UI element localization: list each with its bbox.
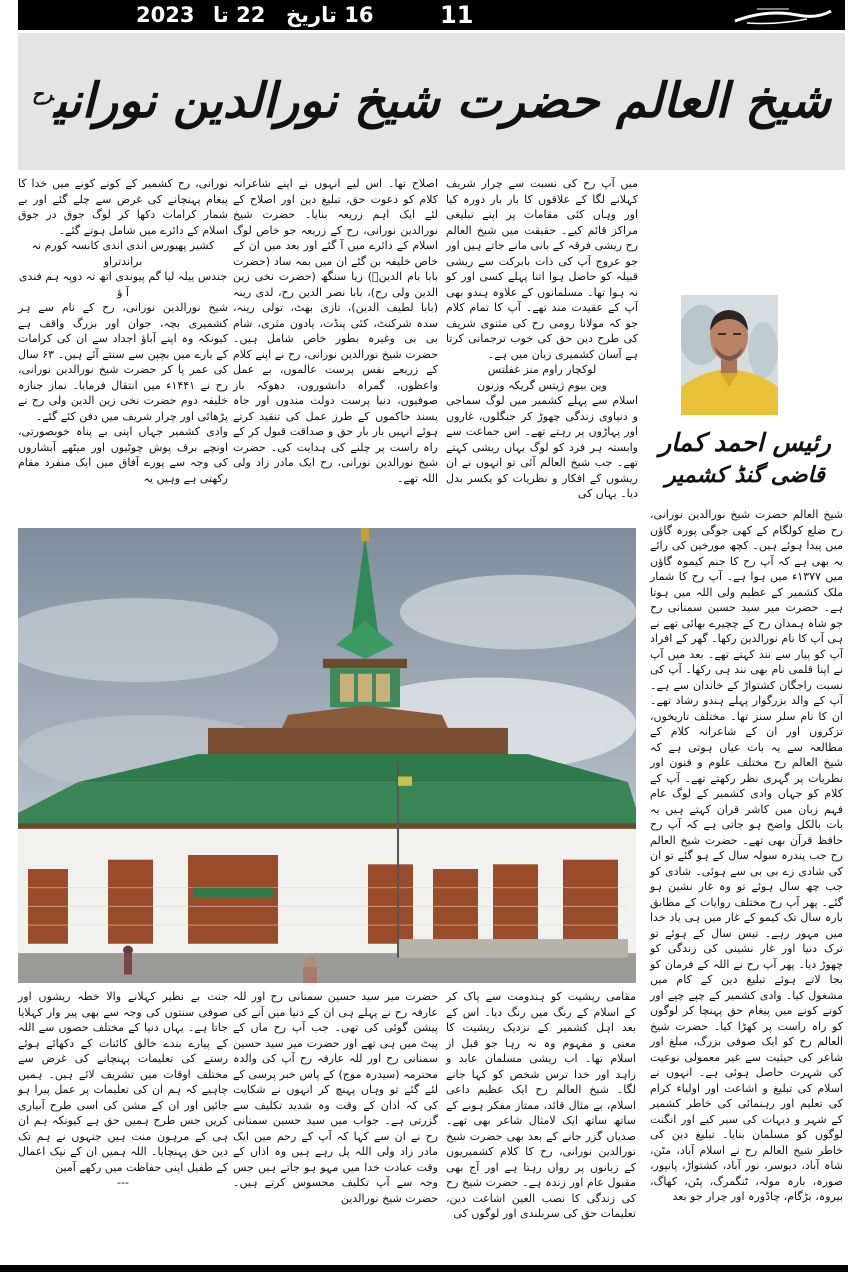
headline-text: شیخ العالم حضرت شیخ نورالدین نورانی [53,72,831,129]
page-number: 11 [440,1,474,29]
poem-line: کشیر پھیورس اندی اندی کانسہ کورم نہ براندتراو [31,239,215,268]
paragraph: شیخ نورالدین نورانی، رح کے نام سے ہر کشمیری بچہ، جوان اور بزرگ واقف ہے کیونکہ وہ اپنے آباؤ اجداد سے ان کی کرامات کے بارے میں بچپن سے سنتے آئے ہیں۔ ۶۳ سال کی عمر پا کر حضرت شیخ نورالدین نورانی، رح نے ۱۴۴۱ء میں انتقال فرمایا۔ نماز جنازہ خلیفہ دوم حضرت نخی زین الدین ولی رح نے پڑھائی اور چرار شریف میں دفن کئے گئے۔ [18,301,228,423]
header-date-from: 16 تاریخ [286,3,374,27]
paragraph: وادی کشمیر جہاں اپنی بے پناہ خوبصورتی، اونچے برف پوش چوٹیوں اور میٹھے آبشاروں کی وجہ سے پورے آفاق میں ایک منفرد مقام رکھتی ہے وہیں یہ [18,425,228,485]
newspaper-logo [727,3,837,27]
column-c-top [18,176,228,486]
column-a-top [446,176,638,502]
column-b-bottom [233,989,438,1206]
article-headline [32,73,831,131]
author-name: رئیس احمد کمار [659,428,831,457]
author-photo [681,295,778,415]
column-b-top [233,176,438,486]
paragraph: شیخ العالم حضرت شیخ نورالدین نورانی، رح ضلع کولگام کے کھی جوگی پورہ گاؤں میں پیدا ہوئے ہیں۔ کچھ مورخین کی رائے یہ بھی ہے کہ آپ رح کا جنم کیموہ گاؤں میں ۱۳۷۷ء میں ہوا ہے۔ آپ رح کا شمار ملک کشمیر کے عظیم ولی اللہ میں ہوتا ہے۔ حضرت میر سید حسین سمنانی رح جو شاہ ہمدان رح کے چچیرے بھائی تھے نے ہی آپ کا نام نورالدین رکھا۔ گھر کے افراد آپ کو پیار سے نند کہتے تھے۔ بعد میں آپ نے اپنا قلمی نام بھی نند ہی رکھا۔ آپ کی نسبت راجگان کشتواڑ کے خاندان سے ہے۔ آپ کے والد بزرگوار پہلے ہندو رشاد تھے۔ ان کا نام سلر سنز تھا۔ مختلف تاریخوں، تزکروں اور ان کے شاعرانہ کلام کے مطالعہ سے یہ بات عیاں ہوتی ہے کہ شیخ العالم رح مختلف علوم و فنون اور نظریات پر گہری نظر رکھتے تھے۔ آپ کے کلام کو جہاں وادی کشمیر کے لوگ عام فہم زبان میں کاشر قران کہتے ہیں یہ بات بالکل واضح ہو جاتی ہے کہ آپ رح حافظ قرآن بھی تھے۔ حضرت شیخ العالم رح جب پندرہ سولہ سال کے ہو گئے تو ان کی شادی زے بی بی سے ہوئی۔ شادی کو جب چھ سال ہوئے تو وہ غار نشین ہو گئے۔ پھر آپ رح مختلف روایات کے مطابق بارہ سال تک کیمو کے غار میں ہی یاد خدا میں مہور رہے۔ تیس سال کے ہوئے تو ترک دنیا اور غار نشینی کی زندگی کو چھوڑ دیا۔ پھر آپ رح نے اللہ کے فرمان کو بجا لاتے ہوئے تبلیغ دین کے کام میں مشغول کیا۔ وادی کشمیر کے چپے چپے اور کونے کونے میں پیغام حق پہنچا کر لوگوں کو راہ راست پر کھڑا کیا۔ حضرت شیخ العالم رح کو ایک صوفی بزرگ، مبلغ اور شاعر کی حیثیت سے غیر معمولی نوعیت کی شہرت حاصل ہوئی ہے۔ انہوں نے اسلام کی تبلیغ و اشاعت اور اولیاء کرام کی تعلیم اور رہنمائی کی خاطر کشمیر کے شہر و دیہات کی سیر کیے اور انگنت لوگوں کو مسلمان بنایا۔ تبلیغ دین کی خاطر شیخ العالم رح نے اسلام آباد، مٹن، شاہ آباد، دیوسر، نور آباد، کشتواڑ، پانپور، صورہ، بارہ مولہ، ٹنگمرگ، پٹن، کھاگ، بیروہ، بڑگام، چاڈورہ اور چرار جو بعد [650,508,844,1203]
poem-line: وین بیوم ژیتس گریکہ وزنون [477,378,607,392]
paragraph: اسلام سے پہلے کشمیر میں لوگ سماجی و دنیاوی زندگی چھوڑ کر جنگلوں، غاروں اور پہاڑوں پر رہتے تھے۔ اس جماعت سے وابستہ ہر فرد کو لوگ یہاں ریشی کہتے تھے۔ جب شیخ العالم آئی تو انہوں نے ان ریشوں کے افکار و نظریات کو یکسر بدل دیا۔ یہاں کی [446,394,638,500]
page-footer-bar [0,1265,848,1272]
paragraph: مقامی ریشیت کو ہندومت سے پاک کر کے اسلام کے رنگ میں رنگ دیا۔ اس کے بعد اہل کشمیر کے نزدیک ریشیت کا معنی و مفہوم وہ نہ رہا جو قبل از اسلام تھا۔ اب ریشی مسلمان عابد و زاہد اور خدا ترس شخص کو کہا جانے لگا۔ شیخ العالم رح ایک عظیم داعی اسلام، بے مثال قائد، ممتاز مفکر ہونے کے ساتھ ساتھ ایک لامثال شاعر بھی تھے۔ صدیاں گزر جانے کے بعد بھی حضرت شیخ نورالدین نورانی، رح کا کلام کشمیریوں کے زبانوں پر رواں رہتا ہے اور آج بھی مقبول عام اور زندہ ہے۔ حضرت شیخ رح کی زندگی کا نصب العین اشاعت دین، تعلیمات حق کی سربلندی اور لوگوں کی [446,990,636,1220]
column-c-bottom [18,989,228,1191]
poem-line: لوکچار راوم منز غفلتس [487,363,597,376]
author-location: قاضی گنڈ کشمیر [665,463,825,488]
column-a-bottom [446,989,636,1222]
paragraph: میں آپ رح کی نسبت سے چرار شریف کہلانے لگا کے علاقوں کا بار بار دورہ کیا اور وہاں کئی مقامات پر اپنے تبلیغی مراکز قائم کیے۔ حقیقت میں شیخ العالم رح ریشی فرقہ کے بانی مانے جاتے ہیں اور جو عروج آپ کی ذات بابرکت سے ریشی قبیلہ کو حاصل ہوا اتنا پہلے کسی اور کو نہ ہوا تھا۔ مسلمانوں کے علاوہ ہندو بھی آپ کے عقیدت مند تھے۔ آپ کا تمام کلام جو کہ مولانا رومی رح کی مثنوی شریف کی طرح دین حق کی خوب ترجمانی کرتا ہے آسان کشمیری زبان میں ہے۔ [446,177,638,361]
header-year: 2023 [136,3,195,27]
article-end-mark: --- [117,1176,129,1189]
paragraph: جنت بے نظیر کہلانے والا خطہ ریشوں اور صوفی سنتوں کی وجہ سے بھی پیر وار کہلایا جاتا ہے۔ یہاں دنیا کے مختلف حصوں سے اللہ کے پیارے بندے خالق کائنات کے دکھائے ہوئے رستے کی تعلیمات پہنچانے کی غرض سے مختلف اوقات میں تشریف لائے ہیں۔ ہمیں چاہیے کہ ہم ان کی تعلیمات پر عمل پیرا ہو جائیں اور ان کے مشن کی اسی طرح آبیاری کریں جس طرح ہمیں حق ہے کیونکہ ہم ان ہی کے مرہون منت ہیں جنہوں نے ہم تک دین حق پہنچایا۔ اللہ ہمیں ان کے نیک اعمال کے طفیل اپنی حفاظت میں رکھے آمین [18,990,228,1174]
page-header-bar [18,0,845,30]
header-date-to: 22 تا [213,3,266,27]
headline-honorific: رح [32,83,54,105]
paragraph: اصلاح تھا۔ اس لیے انہوں نے اپنے شاعرانہ کلام کو دعوت حق، تبلیغ دین اور اصلاح کے لئے ایک اہم زریعہ بنایا۔ حضرت شیخ نورالدین نورانی، رح کے زریعہ جو خاص لوگ اسلام کے دائرے میں آ گئے اور بعد میں ان کے خاص خلیفہ بن گئے ان میں بمہ ساد (حضرت بابا بام الدینؒ) زیا سنگھ (حضرت نخی زین الدین ولی رح)، بابا نصر الدین رح، لدی رینہ (بابا لطیف الدین)، تازی بھٹ، تولی رینہ، سدہ شرکنٹ، کئی پنڈت، یادون مثری، شام بی بی وغیرہ بطور خاص شامل ہیں۔ حضرت شیخ نورالدین نورانی، رح نے اپنے کلام کے زریعے نفس پرست عالموں، بے عمل واعظوں، گمراہ دانشوروں، دھوکہ باز صوفیوں، دنیا پرست دولت مندوں اور جاہ پسند حاکموں کے طرز عمل کی تنقید کرتے ہوئے انہیں بار بار حق و صداقت قبول کر کے راہ راست پر چلنے کی ہدایت کی۔ حضرت شیخ نورالدین نورانی، رح ایک مادر زاد ولی اللہ تھے۔ [233,177,438,485]
headline-band [18,33,845,170]
column-right [650,507,843,1205]
paragraph: نورانی، رح کشمیر کے کونے کونے میں خدا کا پیغام پہنچانے کی غرض سے چلے گئے اور بے شمار کرامات دکھا کر لوگ جوق در جوق اسلام کے دائرے میں شامل ہوتے گئے۔ [18,177,228,237]
paragraph: حضرت میر سید حسین سمنانی رح اور للہ عارفہ رح نے پہلے ہی ان کے دنیا میں آنے کی پیشن گوئی کی تھی۔ جب آپ رح ماں کے پیٹ میں ہی تھے اور حضرت میر سید حسین سمنانی رح اور للہ عارفہ رح آپ کی والدہ محترمہ (سیدرہ موج) کے پاس خبر پرسی کے لئے گئے تو وہاں پہنچ کر انہوں نے شکایت کی کہ اذان کے وقت وہ شدید تکلیف سے گزرتی ہے۔ جواب میں سید حسین سمنانی رح نے ان سے کہا کہ آپ کے رحم میں ایک مادر زاد ولی اللہ پل رہے ہیں وہ اذاں کے وقت عبادت خدا میں مہو ہو جاتے ہیں جس وجہ سے آپ تکلیف محسوس کرتے ہیں۔ حضرت شیخ نورالدین [233,990,438,1205]
mosque-photo [18,528,636,983]
poem-line: جندس ییلہ لیا گم پیوندی اتھ تہ دوپہ ہم فندی آ ؤ [18,270,228,299]
